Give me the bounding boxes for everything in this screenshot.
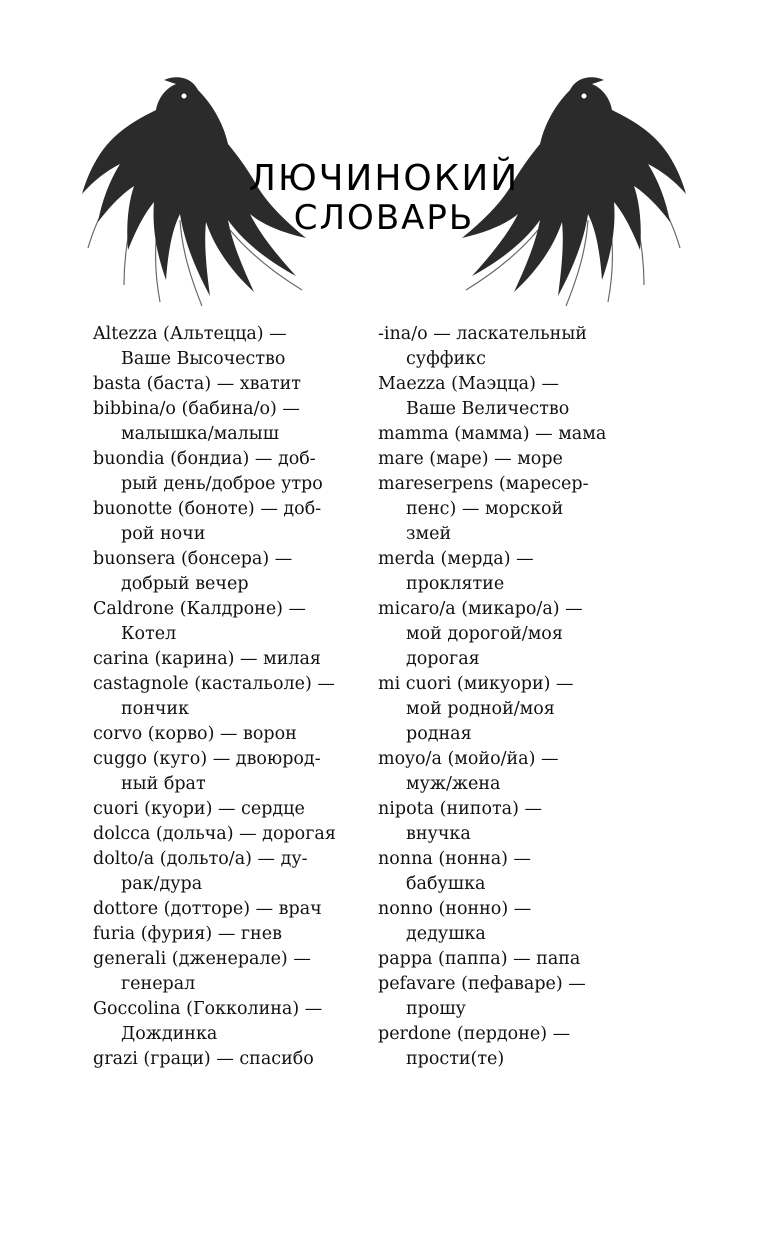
glossary-entry: buonotte (боноте) — доб- (93, 499, 322, 519)
glossary-entry-continuation: пончик (121, 699, 190, 719)
glossary-entry: buondia (бондиа) — доб- (93, 449, 316, 469)
glossary-entry: micaro/a (микаро/а) — (378, 599, 583, 619)
glossary-entry: furia (фурия) — гнев (93, 924, 282, 944)
glossary-entry: pefavare (пефаваре) — (378, 974, 586, 994)
glossary-entry-continuation: рой ночи (121, 524, 206, 544)
glossary-entry: dolto/a (дольто/а) — ду- (93, 849, 308, 869)
glossary-entry-continuation: мой родной/моя (406, 699, 555, 719)
glossary-entry-continuation: рый день/доброе утро (121, 474, 323, 494)
glossary-entry: corvo (корво) — ворон (93, 724, 297, 744)
glossary-entry: carina (карина) — милая (93, 649, 321, 669)
glossary-column-right (378, 322, 678, 1072)
title-line-2: СЛОВАРЬ (293, 198, 475, 238)
glossary-entry-continuation: дорогая (406, 649, 480, 669)
glossary-entry-continuation: дедушка (406, 924, 486, 944)
glossary-entry-continuation: проклятие (406, 574, 505, 594)
glossary-entry: perdone (пердоне) — (378, 1024, 571, 1044)
glossary-entry: mamma (мамма) — мама (378, 424, 607, 444)
glossary-entry-continuation: Дождинка (121, 1024, 218, 1044)
glossary-entry-continuation: ный брат (121, 774, 206, 794)
glossary-entry: moyo/a (мойо/йа) — (378, 749, 559, 769)
glossary-entry: castagnole (кастальоле) — (93, 674, 335, 694)
glossary-entry: nonno (нонно) — (378, 899, 532, 919)
glossary-entry-continuation: добрый вечер (121, 574, 249, 594)
glossary-entry: dolcca (дольча) — дорогая (93, 824, 336, 844)
glossary-entry-continuation: родная (406, 724, 472, 744)
glossary-entry-continuation: бабушка (406, 874, 486, 894)
title-line-1: ЛЮЧИНОКИЙ (248, 158, 520, 199)
glossary-entry: mareserpens (маресер- (378, 474, 589, 494)
glossary-entry: nipota (нипота) — (378, 799, 542, 819)
glossary-entry-continuation: мой дорогой/моя (406, 624, 563, 644)
glossary-entry: -ina/o — ласкательный (378, 324, 587, 344)
glossary-entry: mare (маре) — море (378, 449, 563, 469)
glossary-entry-continuation: муж/жена (406, 774, 501, 794)
glossary-entry: mi cuori (микуори) — (378, 674, 574, 694)
glossary-entry-continuation: пенс) — морской (406, 499, 564, 519)
glossary-entry: cuggo (куго) — двоюрод- (93, 749, 321, 769)
glossary-entry-continuation: прошу (406, 999, 466, 1019)
dictionary-header (80, 70, 688, 310)
glossary-entry: merda (мерда) — (378, 549, 534, 569)
glossary-entry: buonsera (бонсера) — (93, 549, 293, 569)
glossary-entry: Maezza (Маэцца) — (378, 374, 559, 394)
glossary-entry-continuation: внучка (406, 824, 471, 844)
glossary-entry-continuation: рак/дура (121, 874, 203, 894)
glossary-entry-continuation: Ваше Величество (406, 399, 570, 419)
glossary-entry: Caldrone (Калдроне) — (93, 599, 307, 619)
glossary-entry-continuation: прости(те) (406, 1049, 505, 1069)
glossary-entry: Altezza (Альтецца) — (93, 324, 287, 344)
glossary-column-left (93, 322, 363, 1072)
glossary-entry: dottore (дотторе) — врач (93, 899, 322, 919)
glossary-entry: cuori (куори) — сердце (93, 799, 305, 819)
glossary-entry: grazi (граци) — спасибо (93, 1049, 314, 1069)
glossary-entry: pappa (паппа) — папа (378, 949, 581, 969)
glossary-entry: basta (баста) — хватит (93, 374, 301, 394)
glossary-entry: nonna (нонна) — (378, 849, 532, 869)
glossary-entry-continuation: Котел (121, 624, 177, 644)
glossary-entry: Goccolina (Гокколина) — (93, 999, 323, 1019)
glossary-entry-continuation: Ваше Высочество (121, 349, 286, 369)
glossary-entry-continuation: генерал (121, 974, 196, 994)
glossary-entry-continuation: малышка/малыш (121, 424, 279, 444)
glossary-entry-continuation: змей (406, 524, 452, 544)
glossary-entry: bibbina/о (бабина/о) — (93, 399, 300, 419)
glossary-entry: generali (дженерале) — (93, 949, 311, 969)
glossary-entry-continuation: суффикс (406, 349, 486, 369)
